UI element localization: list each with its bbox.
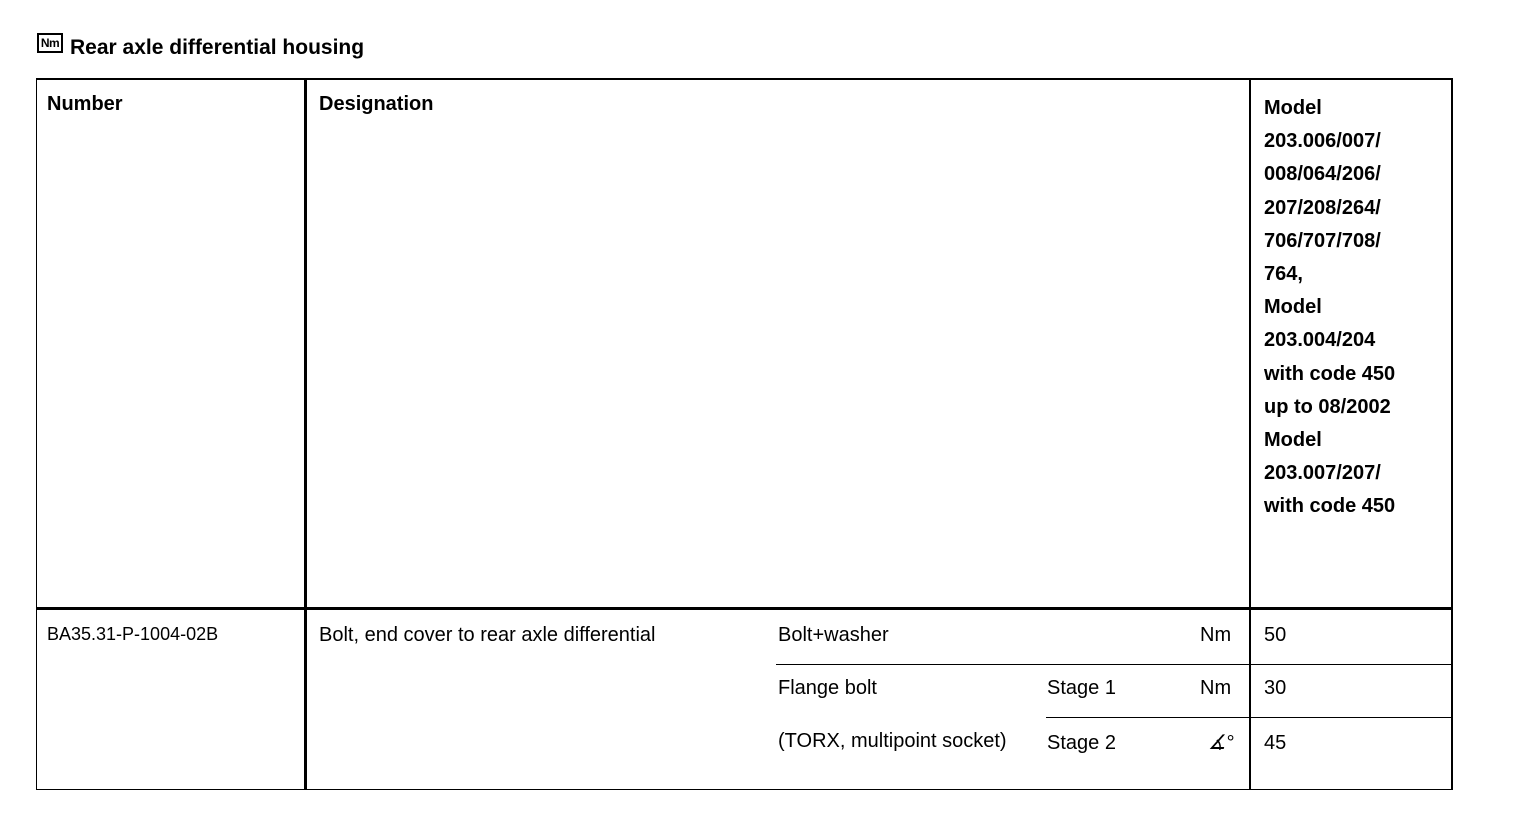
model-line: with code 450 (1264, 495, 1396, 518)
model-line: 203.004/204 (1264, 329, 1376, 352)
torque-nm-icon: Nm (37, 33, 63, 53)
model-line: 203.007/207/ (1264, 462, 1381, 485)
row-divider-2 (1046, 717, 1453, 718)
item-value: 30 (1264, 677, 1287, 699)
item-part-flange-bolt: Flange bolt (778, 677, 877, 699)
header-model (1264, 92, 1395, 524)
model-line: 706/707/708/ (1264, 229, 1381, 252)
model-line: 764, (1264, 263, 1303, 286)
row-designation: Bolt, end cover to rear axle differential (319, 624, 656, 646)
item-stage-2: Stage 2 (1047, 732, 1116, 754)
model-line: up to 08/2002 (1264, 395, 1391, 418)
column-divider-model (1249, 78, 1251, 790)
table-bottom-border (36, 789, 1453, 790)
item-unit-nm: Nm (1200, 677, 1232, 699)
table-left-border (36, 78, 37, 790)
model-line: Model (1264, 97, 1322, 119)
item-value: 50 (1264, 624, 1287, 646)
angle-degree-icon: ∡° (1208, 732, 1234, 754)
item-part-bolt-washer: Bolt+washer (778, 624, 889, 646)
header-number: Number (47, 93, 123, 115)
row-number: BA35.31-P-1004-02B (47, 624, 219, 644)
header-designation: Designation (319, 93, 434, 115)
column-divider-number (304, 78, 307, 790)
table-top-border (36, 78, 1453, 80)
model-line: 008/064/206/ (1264, 163, 1381, 186)
table-right-border (1451, 78, 1453, 790)
item-stage-1: Stage 1 (1047, 677, 1116, 699)
model-line: with code 450 (1264, 362, 1396, 385)
model-line: Model (1264, 296, 1322, 319)
model-line: Model (1264, 429, 1322, 452)
row-divider-1 (776, 664, 1453, 665)
item-value: 45 (1264, 732, 1287, 754)
model-line: 207/208/264/ (1264, 196, 1381, 219)
header-divider (36, 607, 1453, 610)
page-title: Rear axle differential housing (70, 36, 365, 59)
item-unit-nm: Nm (1200, 624, 1232, 646)
model-line: 203.006/007/ (1264, 130, 1381, 153)
item-part-torx: (TORX, multipoint socket) (778, 730, 1007, 752)
